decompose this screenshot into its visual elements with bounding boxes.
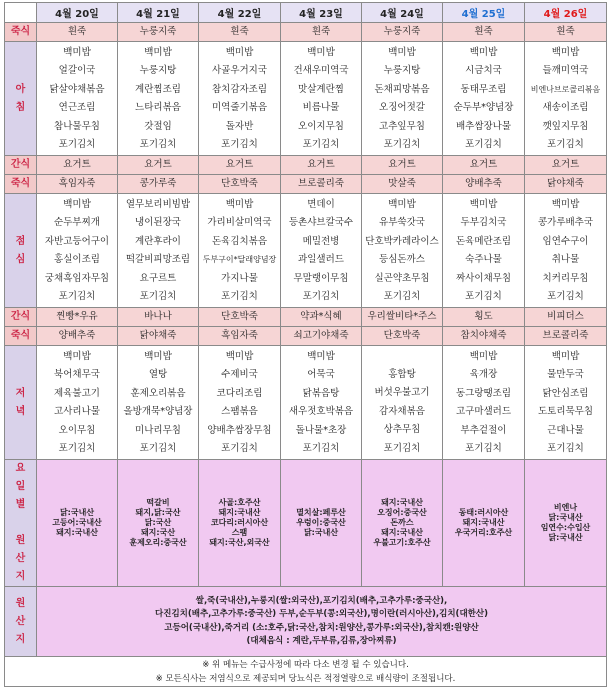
origin-line: 돼지:국내산: [462, 518, 505, 527]
morning-porridge-row-cell: 흰죽: [37, 23, 118, 42]
day-header: 4월 20일: [37, 3, 118, 23]
dish-item: 백미밥: [144, 351, 172, 362]
dish-item: 포기김치: [139, 291, 177, 303]
dish-item: 돈채피망볶음: [374, 83, 430, 95]
dish-item: 백미밥: [469, 351, 498, 362]
dish-item: 동그랑땡조림: [455, 387, 512, 399]
dish-item: 백미밥: [551, 351, 580, 362]
notes-cell: [5, 657, 607, 687]
dish-item: 오이무침: [58, 424, 96, 436]
lunch-porridge-row-cell: 단호박죽: [199, 175, 281, 194]
morning-snack-row-label: 간식: [5, 156, 37, 175]
dish-item: 포기김치: [465, 291, 502, 303]
dish-item: 닭살야채볶음: [49, 83, 105, 95]
dinner-row-day-cell: [37, 346, 118, 460]
general-origin-line: 다진김치(배추,고추가루:중국산) 두부,순두부(콩:외국산),명이란(러시아산),김치(대한산): [155, 609, 488, 619]
dish-item: 실곤약초무침: [374, 272, 430, 284]
dish-item: 취나물: [551, 254, 580, 266]
dinner-row-day-cell: [199, 346, 281, 460]
dish-item: 순두부*양념장: [453, 102, 514, 114]
dish-item: 육개장: [469, 369, 498, 381]
dish-item: 깻잎지무침: [542, 120, 589, 132]
dish-item: 포기김치: [221, 139, 258, 151]
daily-origin-label-char: 요: [15, 463, 26, 474]
morning-snack-row-cell: 요거트: [199, 156, 281, 175]
dish-item: 포기김치: [465, 443, 502, 455]
dish-item: 닭볶음탕: [302, 387, 340, 399]
afternoon-snack-row-cell: 약과*식혜: [281, 308, 362, 327]
dinner-porridge-row-label: 죽식: [5, 327, 37, 346]
breakfast-row-day-cell: [525, 42, 607, 156]
dinner-row-label-char: 녁: [15, 405, 26, 417]
dish-item: 백미밥: [144, 47, 172, 58]
daily-origin-cell: [281, 460, 362, 587]
dish-item: 고추잎무침: [379, 120, 425, 132]
dish-item: 건새우미역국: [293, 65, 349, 77]
dish-item: 포기김치: [383, 291, 421, 303]
dish-item: 포기김치: [547, 139, 584, 151]
lunch-porridge-row: [5, 175, 607, 194]
daily-origin-label-char: 원: [15, 535, 26, 546]
dinner-row-day-cell: [525, 346, 607, 460]
general-origin-line: 쌀,죽(국내산),누룽지(쌀:외국산),포기김치(배추,고추가루:중국산),: [195, 595, 448, 606]
dish-item: 백미밥: [469, 199, 498, 210]
lunch-porridge-row-cell: 콩가루죽: [118, 175, 199, 194]
general-origin-line: (대체음식 : 계란,두부류,김류,장아찌류): [246, 636, 397, 646]
dish-item: 사골우거지국: [211, 65, 268, 77]
header-row: [5, 3, 607, 23]
dish-item: 백미밥: [225, 47, 254, 58]
dinner-porridge-row: [5, 327, 607, 346]
dish-item: 맛살계란찜: [298, 83, 344, 95]
lunch-row-day-cell: [37, 194, 118, 308]
origin-line: 우렁이:중국산: [296, 518, 346, 527]
dish-item: 유부쑥갓국: [379, 217, 425, 229]
daily-origin-label-char: 별: [15, 499, 26, 510]
lunch-porridge-row-cell: 흑임자죽: [37, 175, 118, 194]
dish-item: 어묵국: [307, 369, 335, 381]
dish-item: 백미밥: [388, 47, 416, 58]
dish-item: 포기김치: [547, 291, 584, 303]
note-line: ※ 모든식사는 저염식으로 제공되며 당뇨식은 적정열량으로 배식량이 조절됩니다.: [155, 673, 456, 684]
origin-line: 임연수:수입산: [540, 523, 591, 532]
afternoon-snack-row: [5, 308, 607, 327]
daily-origin-row: [5, 460, 607, 587]
origin-line: 우국거리:호주산: [454, 528, 513, 537]
dish-item: 면데이: [307, 199, 335, 210]
general-origin-label: [5, 587, 37, 657]
dish-item: 돈육김치볶음: [211, 235, 268, 247]
daily-origin-cell: [37, 460, 118, 587]
dish-item: 도토리묵무침: [537, 406, 594, 418]
dish-item: 동태무조림: [460, 83, 507, 95]
dish-item: 들깨미역국: [542, 65, 589, 77]
morning-porridge-row-cell: 흰죽: [443, 23, 525, 42]
note-line: ※ 위 메뉴는 수급사정에 따라 다소 변경 될 수 있습니다.: [202, 659, 409, 670]
dish-item: 근대나물: [547, 424, 584, 436]
general-origin-row: [5, 587, 607, 657]
breakfast-row-day-cell: [443, 42, 525, 156]
dinner-porridge-row-cell: 닭야채죽: [118, 327, 199, 346]
lunch-porridge-row-cell: 양배추죽: [443, 175, 525, 194]
lunch-porridge-row-cell: 브로콜리죽: [281, 175, 362, 194]
dish-item: 비름나물: [302, 102, 340, 114]
afternoon-snack-row-cell: 횡도: [443, 308, 525, 327]
dish-item: 상추무침: [383, 424, 421, 436]
dish-item: 새우젓호박볶음: [288, 406, 354, 418]
dish-item: 오징어젓갈: [379, 102, 425, 114]
breakfast-row-day-cell: [118, 42, 199, 156]
morning-porridge-row-label: 죽식: [5, 23, 37, 42]
morning-snack-row-cell: 요거트: [443, 156, 525, 175]
dish-item: 숙주나물: [465, 254, 502, 266]
dish-item: 백미밥: [63, 199, 91, 210]
dish-item: 포기김치: [383, 139, 421, 151]
dish-item: 백미밥: [307, 47, 335, 58]
morning-snack-row-cell: 요거트: [362, 156, 443, 175]
day-header: 4월 25일: [443, 3, 525, 23]
general-origin-line: 고등어(국내산),죽거리 (소:호주,닭:국산,참치:원양산,콩가루:외국산),참치캔:원양산: [164, 622, 479, 633]
dinner-row-day-cell: [362, 346, 443, 460]
lunch-row-day-cell: [525, 194, 607, 308]
daily-origin-label: [5, 460, 37, 587]
day-header: 4월 23일: [281, 3, 362, 23]
dish-item: 과일샐러드: [298, 254, 344, 266]
dish-item: 올방개묵*양념장: [123, 406, 193, 418]
dinner-porridge-row-cell: 양배추죽: [37, 327, 118, 346]
lunch-row-day-cell: [443, 194, 525, 308]
origin-line: 돼지:국내산: [56, 528, 98, 537]
dinner-row-day-cell: [281, 346, 362, 460]
breakfast-row-day-cell: [199, 42, 281, 156]
daily-origin-cell: [118, 460, 199, 587]
dish-item: 콩가루배추국: [537, 217, 594, 229]
morning-porridge-row-cell: 흰죽: [525, 23, 607, 42]
dish-item: 백미밥: [63, 47, 91, 58]
origin-line: 닭:국산: [144, 518, 172, 527]
dish-item: 궁채흑임자무침: [44, 272, 110, 284]
dish-item: 순두부찌개: [54, 217, 100, 229]
dish-item: 홍실이조림: [54, 254, 100, 266]
dish-item: 열무보리비빔밥: [125, 199, 191, 210]
afternoon-snack-row-cell: 찐빵*우유: [37, 308, 118, 327]
daily-origin-cell: [199, 460, 281, 587]
daily-origin-label-char: 산: [15, 553, 26, 564]
dish-item: 백미밥: [388, 199, 416, 210]
dish-item: 비엔나브로콜리볶음: [530, 84, 601, 94]
dish-item: 제육불고기: [54, 387, 100, 399]
morning-porridge-row-cell: 흰죽: [281, 23, 362, 42]
origin-line: 비엔나: [553, 503, 578, 512]
daily-origin-cell: [443, 460, 525, 587]
dish-item: 단호박카레라이스: [365, 235, 439, 247]
dinner-row-day-cell: [443, 346, 525, 460]
dish-item: 메밀전병: [302, 235, 340, 247]
lunch-row-day-cell: [362, 194, 443, 308]
dish-item: 계란찜조림: [135, 83, 181, 95]
origin-line: 코다리:러시아산: [210, 518, 269, 527]
dish-item: 수제비국: [221, 369, 258, 381]
day-header: 4월 24일: [362, 3, 443, 23]
dinner-porridge-row-cell: 흑임자죽: [199, 327, 281, 346]
dish-item: 스팸볶음: [221, 406, 258, 418]
notes-row: [5, 657, 607, 687]
morning-snack-row-cell: 요거트: [525, 156, 607, 175]
dish-item: 떡갈비피망조림: [125, 254, 191, 266]
afternoon-snack-row-label: 간식: [5, 308, 37, 327]
dish-item: 감자채볶음: [379, 405, 425, 417]
origin-line: 훈제오리:중국산: [129, 538, 187, 547]
morning-snack-row: [5, 156, 607, 175]
dinner-porridge-row-cell: 브로콜리죽: [525, 327, 607, 346]
dish-item: 참나물무침: [54, 120, 100, 132]
dish-item: 포기김치: [465, 139, 502, 151]
morning-porridge-row-cell: 누룽지죽: [362, 23, 443, 42]
breakfast-row-day-cell: [37, 42, 118, 156]
dish-item: 냉이된장국: [135, 217, 181, 229]
dish-item: 돌자반: [225, 120, 254, 132]
dish-item: 포기김치: [221, 291, 258, 303]
lunch-porridge-row-cell: 맛살죽: [362, 175, 443, 194]
day-header: 4월 22일: [199, 3, 281, 23]
afternoon-snack-row-cell: 단호박죽: [199, 308, 281, 327]
lunch-porridge-row-cell: 닭야채죽: [525, 175, 607, 194]
lunch-row-day-cell: [118, 194, 199, 308]
dish-item: 참치감자조림: [211, 83, 268, 95]
dish-item: 고사리나물: [54, 406, 100, 418]
breakfast-row-label-char: 침: [15, 101, 26, 113]
origin-line: 닭:국내산: [59, 508, 95, 517]
dish-item: 임연수구이: [542, 235, 589, 247]
afternoon-snack-row-cell: 바나나: [118, 308, 199, 327]
dish-item: 시금치국: [465, 65, 502, 77]
dish-item: 포기김치: [547, 443, 584, 455]
dish-item: 자반고등어구이: [44, 235, 110, 247]
header-corner: [5, 3, 37, 23]
lunch-row: [5, 194, 607, 308]
dish-item: 오이지무침: [298, 120, 344, 132]
dish-item: 돈육메란조림: [455, 235, 512, 247]
dish-item: 가지나물: [221, 272, 258, 284]
origin-line: 고등어:국내산: [52, 518, 102, 527]
dish-item: 돌나물*초장: [295, 424, 347, 436]
dish-item: 무말랭이무침: [293, 272, 349, 284]
general-origin-label-char: 원: [15, 597, 26, 609]
dinner-row: [5, 346, 607, 460]
dish-item: 백미밥: [225, 199, 254, 210]
dish-item: 포기김치: [221, 443, 258, 455]
breakfast-row-day-cell: [281, 42, 362, 156]
origin-line: 닭:국내산: [548, 533, 583, 542]
dish-item: 포기김치: [302, 139, 340, 151]
dish-item: 얼갈이국: [58, 65, 96, 77]
dish-item: 치커리무침: [542, 272, 589, 284]
breakfast-row-label: [5, 42, 37, 156]
breakfast-row-day-cell: [362, 42, 443, 156]
dish-item: 포기김치: [58, 139, 96, 151]
weekly-menu-table: [4, 2, 607, 687]
dish-item: 홍합탕: [388, 369, 416, 380]
lunch-row-label-char: 심: [15, 253, 26, 265]
morning-porridge-row: [5, 23, 607, 42]
origin-line: 사골:호주산: [218, 498, 261, 507]
dish-item: 코다리조림: [216, 387, 263, 399]
dish-item: 고구마샐러드: [455, 406, 512, 418]
dish-item: 백미밥: [469, 47, 498, 58]
dish-item: 포기김치: [139, 443, 177, 455]
dinner-row-label: [5, 346, 37, 460]
dinner-porridge-row-cell: 단호박죽: [362, 327, 443, 346]
dish-item: 짜사이채무침: [455, 272, 512, 284]
dish-item: 백미밥: [551, 199, 580, 210]
origin-line: 닭:국내산: [548, 513, 583, 522]
origin-line: 멸치살:페루산: [296, 508, 346, 517]
dish-item: 포기김치: [58, 291, 96, 303]
origin-line: 동태:러시아산: [458, 508, 509, 517]
dish-item: 누룽지탕: [139, 65, 177, 77]
morning-snack-row-cell: 요거트: [118, 156, 199, 175]
daily-origin-cell: [525, 460, 607, 587]
morning-porridge-row-cell: 누룽지죽: [118, 23, 199, 42]
dish-item: 백미밥: [307, 351, 335, 362]
origin-line: 돼지:국내산: [218, 508, 261, 517]
origin-line: 돼지:국산: [140, 528, 176, 537]
dish-item: 미나리무침: [135, 424, 181, 436]
daily-origin-label-char: 지: [15, 571, 26, 582]
origin-line: 돼지:국내산: [381, 528, 423, 537]
origin-line: 돼지,닭:국산: [135, 508, 181, 517]
dish-item: 새송이조림: [542, 102, 589, 114]
dinner-porridge-row-cell: 쇠고기야채죽: [281, 327, 362, 346]
dish-item: 포기김치: [383, 442, 421, 454]
dish-item: 백미밥: [225, 351, 254, 362]
morning-snack-row-cell: 요거트: [37, 156, 118, 175]
dish-item: 배추쌈장나물: [455, 120, 512, 132]
dinner-row-day-cell: [118, 346, 199, 460]
dish-item: 두부김치국: [460, 217, 507, 229]
dish-item: 계란후라이: [135, 235, 181, 247]
dish-item: 훈제오리볶음: [130, 387, 186, 399]
daily-origin-cell: [362, 460, 443, 587]
dish-item: 가리비살미역국: [207, 217, 272, 229]
dish-item: 두부구이*달래양념장: [202, 255, 277, 265]
dish-item: 갓절임: [144, 120, 172, 132]
dish-item: 백미밥: [551, 47, 580, 58]
dish-item: 닭안심조림: [542, 387, 589, 399]
dish-item: 요구르트: [139, 272, 177, 284]
dish-item: 포기김치: [139, 139, 177, 151]
general-origin-label-char: 산: [15, 615, 26, 627]
dish-item: 등촌샤브칼국수: [288, 217, 354, 229]
dish-item: 백미밥: [63, 351, 91, 362]
lunch-row-label: [5, 194, 37, 308]
dish-item: 누룽지탕: [383, 65, 421, 77]
origin-line: 돼지:국산,외국산: [209, 538, 270, 547]
day-header: 4월 26일: [525, 3, 607, 23]
breakfast-row: [5, 42, 607, 156]
dish-item: 포기김치: [58, 443, 96, 455]
origin-line: 닭:국내산: [303, 528, 339, 537]
daily-origin-label-char: 일: [15, 481, 26, 492]
daily-origin-label-char: [5, 514, 36, 532]
dish-item: 연근조림: [58, 102, 96, 114]
dish-item: 양배추쌈장무침: [207, 424, 272, 436]
dish-item: 북어채무국: [54, 369, 100, 381]
general-origin-cell: [37, 587, 607, 657]
origin-line: 우불고기:호주산: [373, 538, 431, 547]
lunch-row-label-char: 점: [15, 235, 26, 247]
morning-snack-row-cell: 요거트: [281, 156, 362, 175]
lunch-porridge-row-label: 죽식: [5, 175, 37, 194]
dish-item: 열탕: [148, 369, 168, 381]
dish-item: 미역줄기볶음: [211, 102, 268, 114]
afternoon-snack-row-cell: 우리쌀비타*주스: [362, 308, 443, 327]
lunch-row-day-cell: [199, 194, 281, 308]
dish-item: 느타리볶음: [135, 102, 181, 114]
lunch-row-day-cell: [281, 194, 362, 308]
general-origin-label-char: 지: [15, 633, 26, 645]
dish-item: 포기김치: [302, 291, 340, 303]
dish-item: 물만두국: [547, 369, 584, 381]
morning-porridge-row-cell: 흰죽: [199, 23, 281, 42]
dish-item: 등심돈까스: [379, 254, 425, 266]
afternoon-snack-row-cell: 비피더스: [525, 308, 607, 327]
dinner-porridge-row-cell: 참치야채죽: [443, 327, 525, 346]
origin-line: 스팸: [231, 528, 248, 537]
dinner-row-label-char: 저: [15, 387, 26, 399]
dish-item: 버섯우불고기: [374, 387, 430, 399]
dish-item: 부추겉절이: [460, 424, 507, 436]
day-header: 4월 21일: [118, 3, 199, 23]
breakfast-row-label-char: 아: [15, 83, 26, 95]
origin-line: 떡갈비: [146, 498, 170, 507]
meal-plan-sheet: [4, 2, 606, 687]
origin-line: 돈까스: [390, 518, 414, 527]
origin-line: 오징어:중국산: [377, 508, 427, 517]
origin-line: 돼지:국내산: [381, 498, 423, 507]
dish-item: 포기김치: [302, 443, 340, 455]
